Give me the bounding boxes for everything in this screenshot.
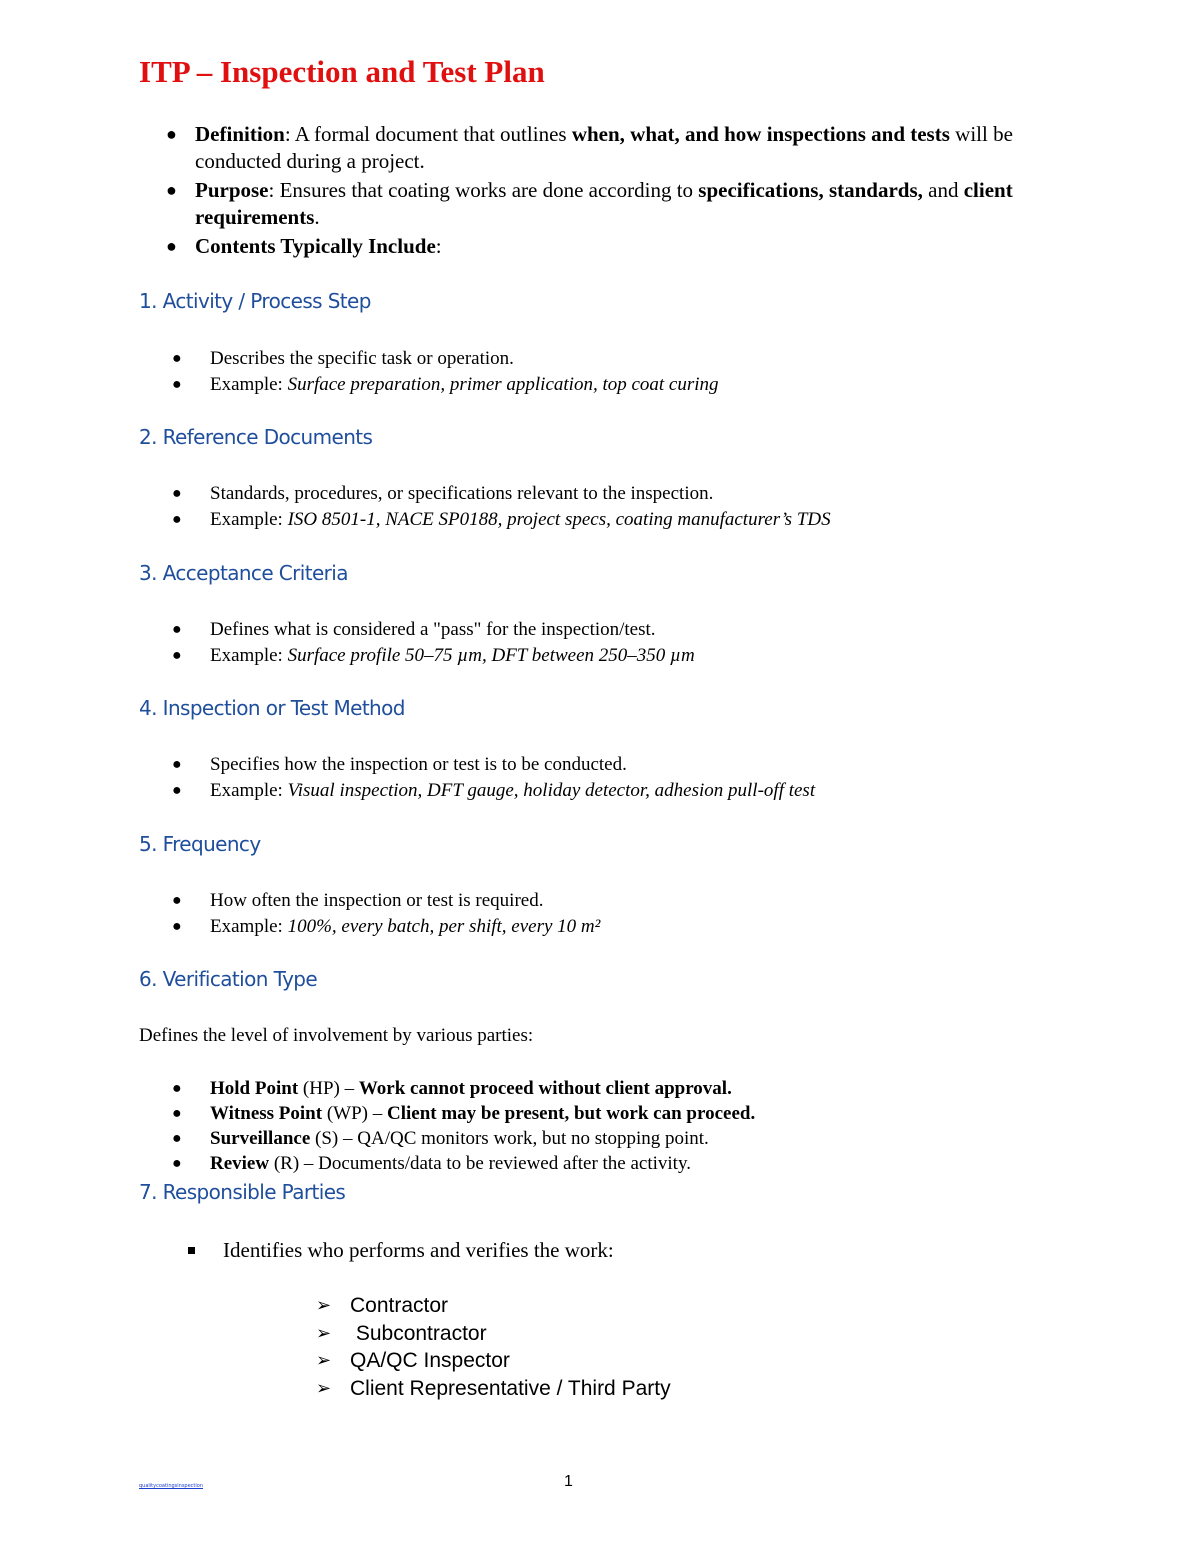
section-heading-verification: 6. Verification Type [139,967,318,991]
list-item [172,778,1122,804]
colon: : [435,234,442,258]
definition-text-end: will be conducted during a project. [195,122,1013,173]
definition-text: A formal document that outlines [290,122,572,146]
hold-text: Work cannot proceed without client approval. [358,1078,732,1099]
bullet-icon: ● [172,918,182,935]
parties-list [316,1292,671,1402]
square-bullet-icon [188,1247,195,1254]
bullet-icon: ● [166,124,177,144]
bullet-icon: ● [172,1105,182,1122]
list-item-hold-point [172,1076,1122,1101]
item-text: Standards, procedures, or specifications relevant to the inspection. [210,483,714,504]
purpose-bold-specs: specifications, standards, [698,178,923,202]
party-text: Client Representative / Third Party [350,1376,671,1400]
bullet-icon: ● [172,647,182,664]
example-text: 100%, every batch, per shift, every 10 m² [287,916,601,937]
bullet-icon: ● [172,756,182,773]
list-item [172,617,1122,643]
arrow-bullet-icon: ➢ [316,1322,332,1343]
list-item-witness-point [172,1101,1122,1126]
bullet-icon: ● [172,621,182,638]
intro-purpose [166,177,1096,231]
section-heading-reference: 2. Reference Documents [139,425,373,449]
footer-link[interactable]: qualitycoatingsinspection [139,1483,204,1489]
method-list [172,752,1122,804]
purpose-text-and: and [922,178,964,202]
party-item-client [316,1375,671,1403]
list-item [172,914,1122,940]
example-label: Example: [210,374,288,395]
arrow-bullet-icon: ➢ [316,1295,332,1315]
acceptance-list [172,617,1122,669]
section-heading-responsible: 7. Responsible Parties [139,1180,346,1204]
bullet-icon: ● [172,350,182,367]
page-title: ITP – Inspection and Test Plan [139,54,545,89]
definition-bold: when, what, and how inspections and tests [571,122,950,146]
list-item [172,346,1122,372]
example-text: Visual inspection, DFT gauge, holiday detector, adhesion pull-off test [287,780,816,801]
hold-abbr: (HP) – [298,1078,359,1099]
example-label: Example: [210,916,288,937]
list-item [172,481,1122,507]
list-item [188,1238,614,1263]
bullet-icon: ● [172,511,182,528]
review-label: Review [210,1153,270,1174]
intro-definition [166,121,1096,175]
review-text: Documents/data to be reviewed after the activity. [318,1153,691,1174]
party-item-qaqc [316,1347,671,1375]
bullet-icon: ● [172,782,182,799]
party-text: Contractor [350,1294,449,1317]
example-label: Example: [210,509,288,530]
item-text: Specifies how the inspection or test is to be conducted. [210,754,627,775]
responsible-list [188,1238,614,1263]
intro-list [166,121,1096,262]
bullet-icon: ● [172,376,182,393]
example-text: Surface profile 50–75 µm, DFT between 250–350 µm [287,645,695,666]
bullet-icon: ● [172,1080,182,1097]
list-item [172,372,1122,398]
surveillance-text: QA/QC monitors work, but no stopping point. [357,1128,709,1149]
definition-label: Definition [195,122,285,146]
hold-label: Hold Point [210,1078,299,1099]
bullet-icon: ● [172,485,182,502]
verification-list [172,1076,1122,1176]
item-text: Describes the specific task or operation. [210,348,514,369]
party-item-subcontractor [316,1320,671,1348]
list-item [172,888,1122,914]
intro-contents [166,233,1096,260]
party-item-contractor [316,1292,671,1320]
bullet-icon: ● [166,236,177,256]
witness-abbr: (WP) – [322,1103,387,1124]
list-item [172,643,1122,669]
example-label: Example: [210,780,288,801]
list-item [172,507,1122,533]
purpose-label: Purpose [195,178,269,202]
item-text: Identifies who performs and verifies the work: [223,1238,614,1262]
colon: : [268,178,275,202]
page-number: 1 [564,1473,573,1490]
colon: : [284,122,291,146]
list-item-review [172,1151,1122,1176]
bullet-icon: ● [172,1155,182,1172]
section-heading-acceptance: 3. Acceptance Criteria [139,561,348,585]
example-text: ISO 8501-1, NACE SP0188, project specs, coating manufacturer’s TDS [287,509,831,530]
period: . [314,205,320,229]
purpose-text: Ensures that coating works are done according to [274,178,699,202]
party-text: QA/QC Inspector [350,1349,510,1372]
frequency-list [172,888,1122,940]
surveillance-abbr: (S) – [310,1128,358,1149]
activity-list [172,346,1122,398]
example-text: Surface preparation, primer application, top coat curing [287,374,719,395]
arrow-bullet-icon: ➢ [316,1350,332,1370]
bullet-icon: ● [172,1130,182,1147]
section-heading-activity: 1. Activity / Process Step [139,289,371,313]
surveillance-label: Surveillance [210,1128,311,1149]
item-text: Defines what is considered a "pass" for the inspection/test. [210,619,656,640]
party-text: Subcontractor [350,1321,487,1345]
review-abbr: (R) – [269,1153,319,1174]
arrow-bullet-icon: ➢ [316,1377,332,1398]
bullet-icon: ● [166,180,177,200]
purpose-bold-client: client requirements [195,178,1013,229]
list-item-surveillance [172,1126,1122,1151]
reference-list [172,481,1122,533]
bullet-icon: ● [172,892,182,909]
contents-label: Contents Typically Include [195,234,436,258]
list-item [172,752,1122,778]
witness-text: Client may be present, but work can proceed. [387,1103,756,1124]
section-heading-frequency: 5. Frequency [139,832,261,856]
example-label: Example: [210,645,288,666]
section-heading-method: 4. Inspection or Test Method [139,696,405,720]
witness-label: Witness Point [210,1103,323,1124]
item-text: How often the inspection or test is required. [210,890,544,911]
verification-intro: Defines the level of involvement by various parties: [139,1025,534,1046]
